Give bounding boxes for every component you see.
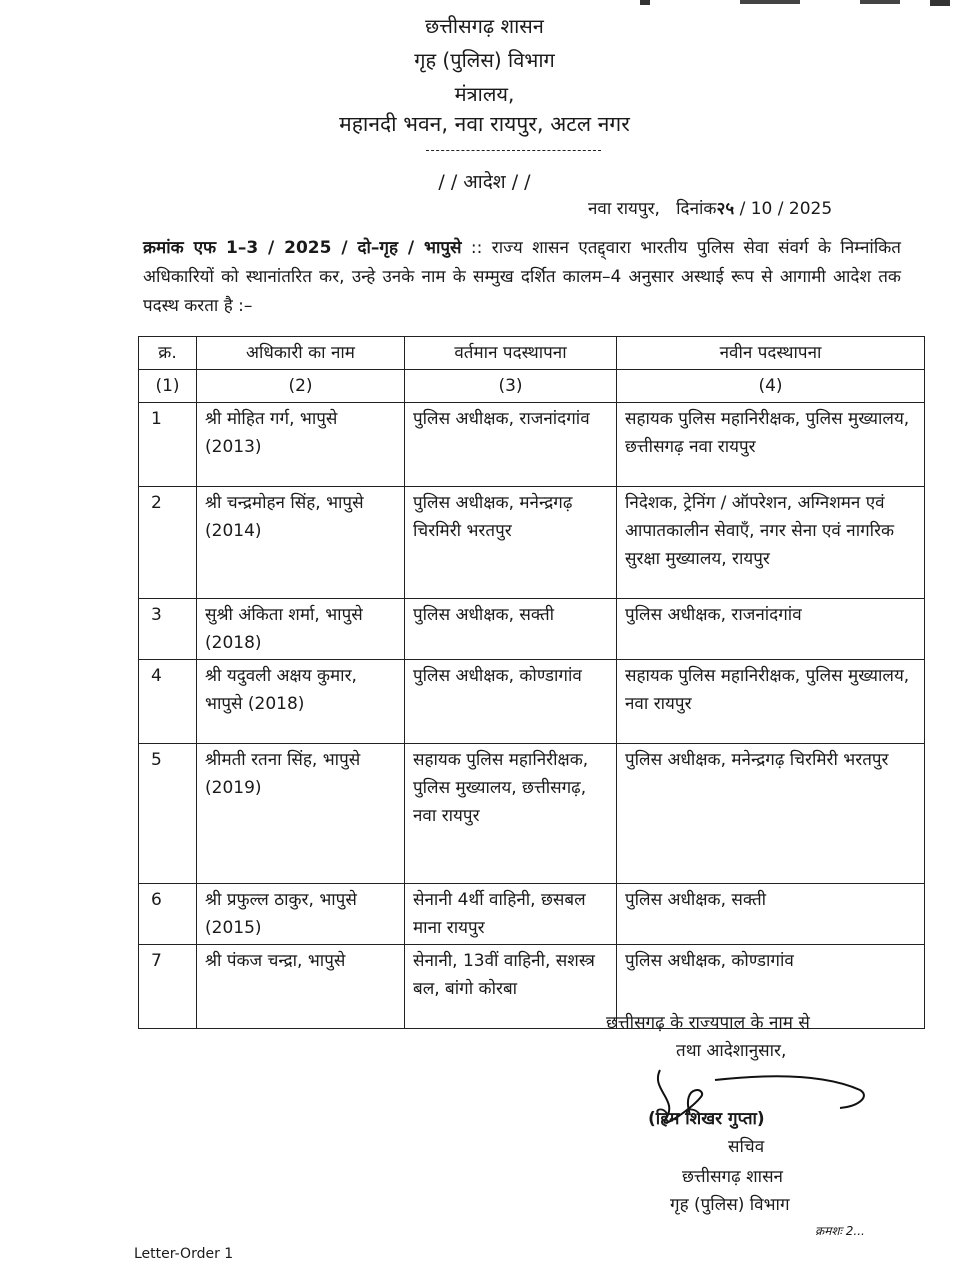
row-current-posting: पुलिस अधीक्षक, कोण्डागांव <box>405 660 617 744</box>
header-divider <box>426 150 601 151</box>
column-number-row <box>139 370 925 403</box>
table-row <box>139 487 925 599</box>
header-government: छत्तीसगढ़ शासन <box>425 14 544 38</box>
date-rest: / 10 / 2025 <box>739 199 833 219</box>
row-officer-name: श्री चन्द्रमोहन सिंह, भापुसे (2014) <box>197 487 405 599</box>
row-officer-name: श्रीमती रतना सिंह, भापुसे (2019) <box>197 744 405 884</box>
row-current-posting: पुलिस अधीक्षक, सक्ती <box>405 599 617 660</box>
date-prefix: दिनांक <box>676 199 717 219</box>
row-officer-name: सुश्री अंकिता शर्मा, भापुसे (2018) <box>197 599 405 660</box>
row-new-posting: पुलिस अधीक्षक, मनेन्द्रगढ़ चिरमिरी भरतपुर <box>617 744 925 884</box>
row-sn: 5 <box>139 744 197 884</box>
row-current-posting: सेनानी 4र्थी वाहिनी, छसबल माना रायपुर <box>405 884 617 945</box>
footer-label: Letter-Order 1 <box>134 1246 234 1262</box>
closing-line-1: छत्तीसगढ़ के राज्यपाल के नाम से <box>606 1013 810 1033</box>
row-sn: 6 <box>139 884 197 945</box>
row-sn: 1 <box>139 403 197 487</box>
row-new-posting: पुलिस अधीक्षक, सक्ती <box>617 884 925 945</box>
date-day-handwritten: २५ <box>716 199 735 219</box>
header-ministry: मंत्रालय, <box>454 82 515 106</box>
row-new-posting: पुलिस अधीक्षक, राजनांदगांव <box>617 599 925 660</box>
signatory-department: गृह (पुलिस) विभाग <box>670 1195 790 1215</box>
row-current-posting: पुलिस अधीक्षक, मनेन्द्रगढ़ चिरमिरी भरतपुर <box>405 487 617 599</box>
row-officer-name: श्री मोहित गर्ग, भापुसे (2013) <box>197 403 405 487</box>
col-number: (3) <box>405 370 617 403</box>
row-officer-name: श्री यदुवली अक्षय कुमार, भापुसे (2018) <box>197 660 405 744</box>
order-title: / / आदेश / / <box>438 171 531 193</box>
row-new-posting: निदेशक, ट्रेनिंग / ऑपरेशन, अग्निशमन एवं आपातकालीन सेवाएँ, नगर सेना एवं नागरिक सुरक्षा मुख्यालय, रायपुर <box>617 487 925 599</box>
row-sn: 4 <box>139 660 197 744</box>
scan-edge-artifact <box>0 0 969 8</box>
col-number: (1) <box>139 370 197 403</box>
order-reference: क्रमांक एफ 1–3 / 2025 / दो–गृह / भापुसे <box>143 238 462 258</box>
table-header-row <box>139 337 925 370</box>
header-sn: क्र. <box>139 337 197 370</box>
signatory-designation: सचिव <box>728 1137 765 1157</box>
signatory-name: (हिम शिखर गुप्ता) <box>648 1109 765 1129</box>
row-officer-name: श्री प्रफुल्ल ठाकुर, भापुसे (2015) <box>197 884 405 945</box>
signatory-org: छत्तीसगढ़ शासन <box>682 1167 783 1187</box>
table-row <box>139 403 925 487</box>
table-row <box>139 884 925 945</box>
row-new-posting: पुलिस अधीक्षक, कोण्डागांव <box>617 945 925 1029</box>
row-sn: 2 <box>139 487 197 599</box>
col-number: (2) <box>197 370 405 403</box>
order-body: :: राज्य शासन एतद्द्वारा भारतीय पुलिस सेवा संवर्ग के निम्नांकित अधिकारियों को स्थानांतरित कर, उन्हे उनके नाम के सम्मुख दर्शित कालम–4 अनुसार अस्थाई रूप से आगामी आदेश तक पदस्थ करता है :– <box>143 238 901 316</box>
header-address: महानदी भवन, नवा रायपुर, अटल नगर <box>339 112 630 136</box>
continued-note: क्रमशः 2... <box>815 1224 865 1238</box>
row-sn: 3 <box>139 599 197 660</box>
place: नवा रायपुर, <box>588 199 660 219</box>
row-current-posting: सहायक पुलिस महानिरीक्षक, पुलिस मुख्यालय, छत्तीसगढ़, नवा रायपुर <box>405 744 617 884</box>
row-officer-name: श्री पंकज चन्द्रा, भापुसे <box>197 945 405 1029</box>
row-new-posting: सहायक पुलिस महानिरीक्षक, पुलिस मुख्यालय, नवा रायपुर <box>617 660 925 744</box>
row-current-posting: सेनानी, 13वीं वाहिनी, सशस्त्र बल, बांगो कोरबा <box>405 945 617 1029</box>
table-row <box>139 660 925 744</box>
table-row <box>139 744 925 884</box>
col-number: (4) <box>617 370 925 403</box>
row-sn: 7 <box>139 945 197 1029</box>
row-current-posting: पुलिस अधीक्षक, राजनांदगांव <box>405 403 617 487</box>
header-current-posting: वर्तमान पदस्थापना <box>405 337 617 370</box>
order-intro <box>143 234 901 321</box>
transfer-table <box>138 336 925 1029</box>
header-department: गृह (पुलिस) विभाग <box>414 48 555 72</box>
row-new-posting: सहायक पुलिस महानिरीक्षक, पुलिस मुख्यालय, छत्तीसगढ़ नवा रायपुर <box>617 403 925 487</box>
header-officer-name: अधिकारी का नाम <box>197 337 405 370</box>
closing-line-2: तथा आदेशानुसार, <box>676 1041 787 1061</box>
header-new-posting: नवीन पदस्थापना <box>617 337 925 370</box>
table-row <box>139 599 925 660</box>
place-date <box>588 196 832 219</box>
